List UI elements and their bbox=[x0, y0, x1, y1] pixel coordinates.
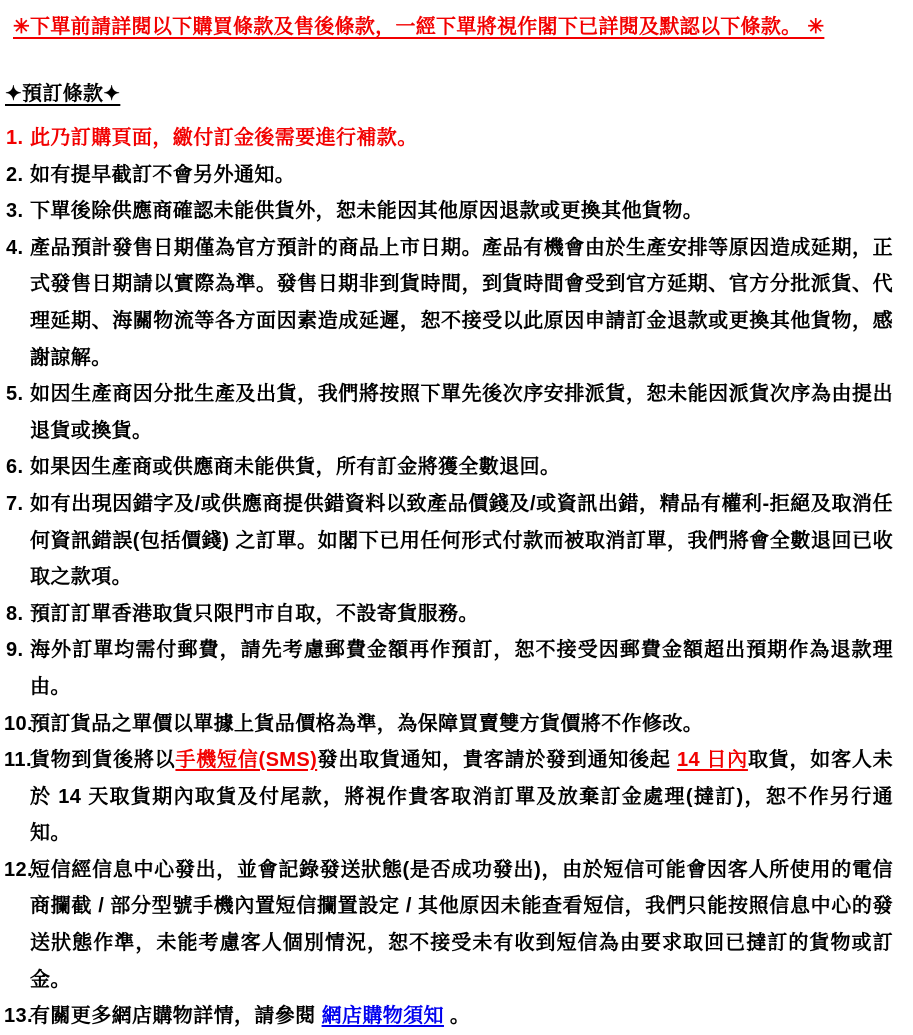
term-item-1 bbox=[1, 120, 893, 157]
term-number: 7. bbox=[6, 492, 24, 515]
term-number: 9. bbox=[6, 639, 24, 662]
term-text-segment: 預訂訂單香港取貨只限門市自取，不設寄貨服務。 bbox=[30, 602, 479, 625]
term-number: 10. bbox=[4, 712, 34, 735]
terms-list bbox=[1, 120, 893, 1035]
term-number: 1. bbox=[6, 127, 24, 149]
term-text-segment: 發出取貨通知，貴客請於發到通知後起 bbox=[317, 749, 678, 772]
term-item-2 bbox=[1, 157, 893, 194]
term-text bbox=[30, 632, 893, 705]
term-text bbox=[30, 998, 893, 1035]
term-number: 13. bbox=[4, 1005, 34, 1028]
term-text bbox=[30, 486, 893, 596]
term-number: 5. bbox=[6, 383, 24, 406]
pre-order-warning-heading: ✳下單前請詳閱以下購買條款及售後條款，一經下單將視作閣下已詳閱及默認以下條款。 ✳ bbox=[13, 16, 825, 38]
term-text bbox=[30, 157, 893, 194]
term-text bbox=[30, 742, 893, 852]
term-text-segment: 如果因生產商或供應商未能供貨，所有訂金將獲全數退回。 bbox=[30, 456, 561, 479]
store-shopping-guide-link[interactable]: 網店購物須知 bbox=[321, 1005, 444, 1028]
term-text bbox=[30, 449, 893, 486]
term-item-4 bbox=[1, 230, 893, 376]
term-text-segment: 。 bbox=[443, 1005, 471, 1028]
term-item-13 bbox=[1, 998, 893, 1035]
term-text-segment: 海外訂單均需付郵費，請先考慮郵費金額再作預訂，恕不接受因郵費金額超出預期作為退款理由。 bbox=[30, 639, 893, 698]
term-number: 2. bbox=[6, 163, 24, 186]
term-number: 6. bbox=[6, 456, 24, 479]
term-text-segment: 貨物到貨後將以 bbox=[30, 749, 176, 772]
term-text bbox=[30, 706, 893, 743]
term-number: 11. bbox=[4, 749, 32, 772]
term-text bbox=[30, 120, 893, 157]
term-item-9 bbox=[1, 632, 893, 705]
term-text-segment: 如有出現因錯字及/或供應商提供錯資料以致產品價錢及/或資訊出錯，精品有權利-拒絕及取消任何資訊錯誤(包括價錢) 之訂單。如閣下已用任何形式付款而被取消訂單，我們將會全數退回已收取之款項。 bbox=[30, 492, 893, 589]
term-text-segment: 下單後除供應商確認未能供貨外，恕未能因其他原因退款或更換其他貨物。 bbox=[30, 200, 704, 223]
term-item-8 bbox=[1, 596, 893, 633]
term-text bbox=[30, 230, 893, 376]
term-item-5 bbox=[1, 376, 893, 449]
term-number: 4. bbox=[6, 236, 24, 259]
term-text-segment: 產品預計發售日期僅為官方預計的商品上市日期。產品有機會由於生產安排等原因造成延期，正式發售日期請以實際為準。發售日期非到貨時間，到貨時間會受到官方延期、官方分批派貨、代理延期、海關物流等各方面因素造成延遲，恕不接受以此原因申請訂金退款或更換其他貨物，感謝諒解。 bbox=[30, 236, 893, 369]
term-text bbox=[30, 376, 893, 449]
term-text-segment: 取貨，如客人未於 14 天取貨期內取貨及付尾款，將視作貴客取消訂單及放棄訂金處理(撻訂)，恕不作另行通知。 bbox=[30, 749, 893, 845]
term-item-6 bbox=[1, 449, 893, 486]
term-text bbox=[30, 596, 893, 633]
term-item-11 bbox=[1, 742, 893, 852]
term-text-segment: 有關更多網店購物詳情，請參閱 bbox=[30, 1005, 322, 1028]
term-item-3 bbox=[1, 193, 893, 230]
red-underline-highlight: 14 日內 bbox=[677, 749, 748, 772]
term-number: 8. bbox=[6, 602, 24, 625]
term-text-segment: 如有提早截訂不會另外通知。 bbox=[30, 163, 296, 186]
term-text bbox=[30, 193, 893, 230]
term-text-segment: 如因生產商因分批生產及出貨，我們將按照下單先後次序安排派貨，恕未能因派貨次序為由提出退貨或換貨。 bbox=[30, 383, 893, 442]
term-item-7 bbox=[1, 486, 893, 596]
term-text-segment: 短信經信息中心發出，並會記錄發送狀態(是否成功發出)，由於短信可能會因客人所使用的電信商攔截 / 部分型號手機內置短信攔置設定 / 其他原因未能查看短信，我們只能按照信息中心的發送狀態作準，未能考慮客人個別情況，恕不接受未有收到短信為由要求取回已撻訂的貨物或訂金。 bbox=[30, 858, 893, 991]
term-number: 12. bbox=[4, 858, 34, 881]
term-item-10 bbox=[1, 706, 893, 743]
term-item-12 bbox=[1, 852, 893, 998]
term-number: 3. bbox=[6, 200, 24, 223]
section-title-booking-terms: ✦預訂條款✦ bbox=[5, 83, 121, 105]
term-text-segment: 此乃訂購頁面，繳付訂金後需要進行補款。 bbox=[30, 127, 418, 149]
red-underline-highlight: 手機短信(SMS) bbox=[175, 749, 318, 772]
term-text-segment: 預訂貨品之單價以單據上貨品價格為準，為保障買賣雙方貨價將不作修改。 bbox=[30, 712, 704, 735]
term-text bbox=[30, 852, 893, 998]
